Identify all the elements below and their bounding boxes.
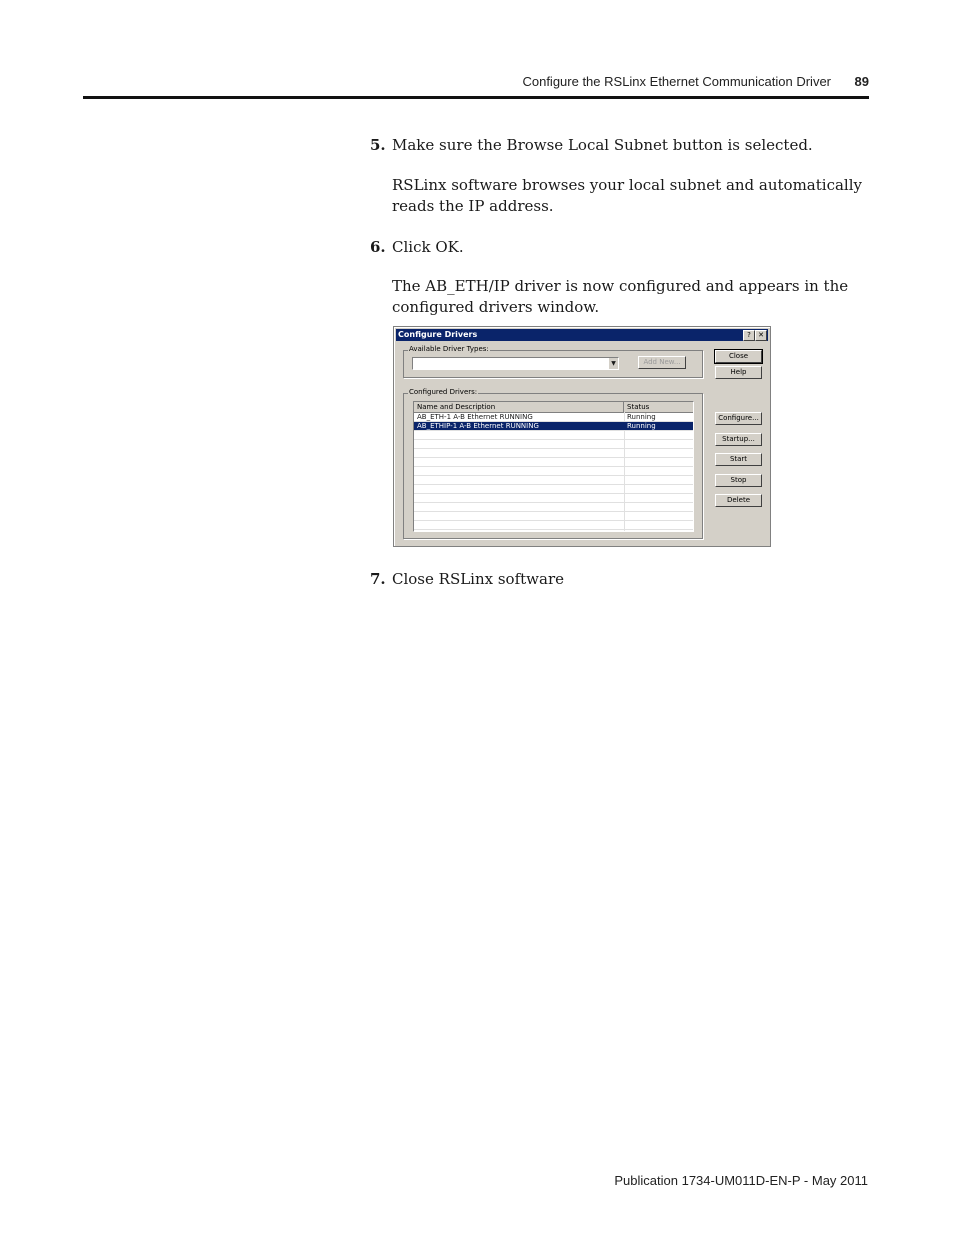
help-button[interactable]: Help [715,366,762,379]
driver-status: Running [627,422,656,430]
running-header-title: Configure the RSLinx Ethernet Communication Driver [522,74,831,89]
empty-row [414,431,693,440]
empty-row [414,440,693,449]
step-text: Make sure the Browse Local Subnet button is selected. [392,136,813,154]
column-header[interactable]: Name and Description [414,402,624,413]
empty-row [414,503,693,512]
step-5-note: RSLinx software browses your local subnet and automatically reads the IP address. [392,176,862,215]
empty-row [414,521,693,530]
help-icon[interactable]: ? [743,330,755,341]
configured-drivers-list[interactable] [413,401,694,532]
empty-row [414,467,693,476]
close-button[interactable]: Close [715,350,762,363]
step-number: 6. [370,238,386,256]
empty-row [414,494,693,503]
dialog-titlebar [396,329,768,341]
dialog-title: Configure Drivers [398,330,478,339]
driver-name: AB_ETHIP-1 A-B Ethernet RUNNING [417,422,539,430]
header-rule [83,96,869,99]
startup-button[interactable]: Startup... [715,433,762,446]
close-icon[interactable]: ✕ [755,330,767,341]
step-6-note: The AB_ETH/IP driver is now configured and appears in the configured drivers window. [392,277,849,316]
empty-row [414,449,693,458]
driver-status: Running [627,413,656,421]
step-number: 5. [370,136,386,154]
list-item[interactable] [414,413,693,422]
chevron-down-icon[interactable]: ▼ [609,358,618,369]
step-text: Close RSLinx software [392,570,565,588]
empty-row [414,485,693,494]
configure-button[interactable]: Configure... [715,412,762,425]
empty-row [414,476,693,485]
list-item[interactable] [414,422,693,431]
empty-row [414,512,693,521]
step-number: 7. [370,570,386,588]
column-header[interactable]: Status [624,402,694,413]
group-label: Configured Drivers: [409,388,478,396]
page-number: 89 [854,74,869,89]
add-new-button[interactable]: Add New... [638,356,686,369]
stop-button[interactable]: Stop [715,474,762,487]
driver-type-combo[interactable] [412,357,619,370]
start-button[interactable]: Start [715,453,762,466]
configure-drivers-dialog [393,326,771,547]
step-text: Click OK. [392,238,464,256]
delete-button[interactable]: Delete [715,494,762,507]
group-label: Available Driver Types: [409,345,489,353]
empty-row [414,458,693,467]
publication-footer: Publication 1734-UM011D-EN-P - May 2011 [614,1173,868,1188]
driver-name: AB_ETH-1 A-B Ethernet RUNNING [417,413,533,421]
